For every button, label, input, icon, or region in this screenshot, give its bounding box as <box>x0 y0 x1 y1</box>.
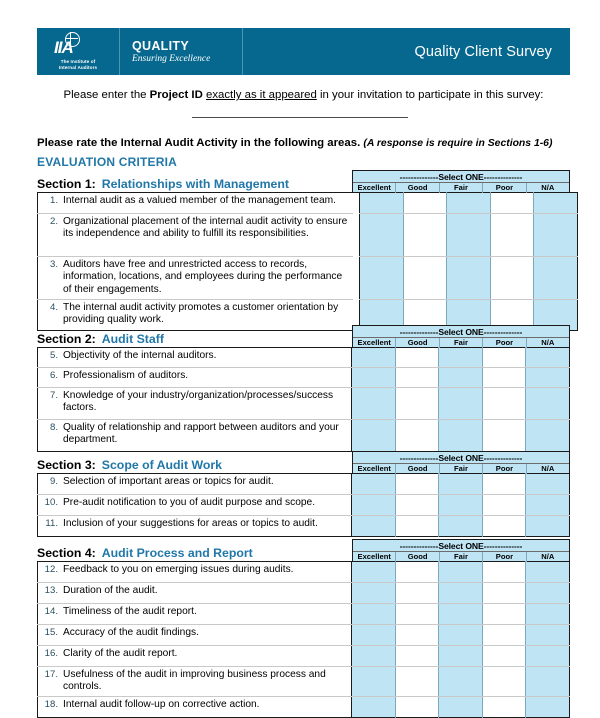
question-cell <box>38 625 352 646</box>
column-header-n-a: N/A <box>526 464 569 474</box>
section-title <box>37 546 253 560</box>
question-text: Pre-audit notification to you of audit purpose and scope. <box>63 497 316 508</box>
answer-cell-n-a[interactable] <box>526 495 570 516</box>
quality-title: QUALITY <box>132 38 189 53</box>
answer-cell-good[interactable] <box>395 583 439 604</box>
evaluation-criteria-heading: EVALUATION CRITERIA <box>37 155 178 169</box>
question-text: Knowledge of your industry/organization/processes/success factors. <box>63 390 334 414</box>
question-row <box>38 420 570 452</box>
project-id-emphasis: exactly as it appeared <box>206 89 317 101</box>
question-row <box>38 495 570 516</box>
question-cell <box>38 495 352 516</box>
answer-cell-excellent[interactable] <box>352 625 396 646</box>
scale-column-headers <box>353 337 569 348</box>
answer-cell-good[interactable] <box>395 625 439 646</box>
section-header <box>37 539 570 561</box>
question-row <box>38 646 570 667</box>
section-block-3 <box>37 451 570 537</box>
column-header-poor: Poor <box>482 464 525 474</box>
section-title <box>37 332 164 346</box>
answer-cell-n-a[interactable] <box>526 667 570 697</box>
answer-cell-excellent[interactable] <box>352 420 396 452</box>
answer-cell-n-a[interactable] <box>526 474 570 495</box>
project-id-instruction <box>37 88 570 103</box>
column-header-good: Good <box>395 464 438 474</box>
column-header-excellent: Excellent <box>357 552 391 561</box>
question-text: Selection of important areas or topics for audit. <box>63 476 274 487</box>
answer-cell-excellent[interactable] <box>352 583 396 604</box>
iia-logo-mark <box>48 32 108 58</box>
question-row <box>38 516 570 537</box>
answer-cell-poor[interactable] <box>482 646 526 667</box>
rating-instruction <box>37 136 552 151</box>
column-header-poor: Poor <box>482 552 525 562</box>
quality-subtitle: Ensuring Excellence <box>132 53 211 64</box>
question-cell <box>38 193 354 214</box>
question-cell <box>38 604 352 625</box>
section-block-2 <box>37 325 570 452</box>
answer-cell-poor[interactable] <box>482 388 526 420</box>
section-header <box>37 170 570 192</box>
select-one-label: --------------Select ONE-------------- <box>399 171 523 182</box>
column-header-fair: Fair <box>439 552 482 562</box>
question-row <box>38 562 570 583</box>
answer-cell-good[interactable] <box>395 474 439 495</box>
answer-cell-n-a[interactable] <box>534 214 578 257</box>
question-text: Usefulness of the audit in improving business process and controls. <box>63 669 326 693</box>
answer-cell-poor[interactable] <box>482 348 526 368</box>
question-row <box>38 257 578 300</box>
answer-cell-n-a[interactable] <box>526 420 570 452</box>
answer-cell-good[interactable] <box>395 495 439 516</box>
question-text: Professionalism of auditors. <box>63 370 189 381</box>
answer-cell-poor[interactable] <box>482 604 526 625</box>
answer-cell-poor[interactable] <box>490 214 534 257</box>
column-header-poor: Poor <box>482 183 525 193</box>
question-cell <box>38 667 352 697</box>
question-row <box>38 583 570 604</box>
answer-cell-n-a[interactable] <box>526 646 570 667</box>
answer-cell-good[interactable] <box>395 420 439 452</box>
answer-cell-good[interactable] <box>403 257 447 300</box>
column-header-fair: Fair <box>439 338 482 348</box>
answer-cell-fair[interactable] <box>439 474 483 495</box>
scale-header <box>352 170 570 192</box>
question-cell <box>38 368 352 388</box>
page-title: Quality Client Survey <box>414 43 552 60</box>
section-number: Section 2: <box>37 332 96 346</box>
answer-cell-poor[interactable] <box>482 420 526 452</box>
question-number: 15. <box>44 627 58 638</box>
question-cell <box>38 388 352 420</box>
section-block-4 <box>37 539 570 718</box>
question-table <box>37 561 570 718</box>
question-number: 18. <box>44 698 58 710</box>
answer-cell-fair[interactable] <box>439 388 483 420</box>
project-id-input[interactable] <box>192 117 408 118</box>
answer-cell-poor[interactable] <box>482 516 526 537</box>
answer-cell-fair[interactable] <box>439 696 483 717</box>
select-one-label: --------------Select ONE-------------- <box>399 326 523 337</box>
answer-cell-n-a[interactable] <box>526 348 570 368</box>
answer-cell-fair[interactable] <box>439 604 483 625</box>
section-number: Section 3: <box>37 458 96 472</box>
answer-cell-poor[interactable] <box>482 368 526 388</box>
question-text: Duration of the audit. <box>63 585 158 596</box>
question-text: Internal audit follow-up on corrective action. <box>63 698 260 710</box>
answer-cell-good[interactable] <box>395 604 439 625</box>
question-row <box>38 604 570 625</box>
answer-cell-poor[interactable] <box>482 562 526 583</box>
section-number: Section 1: <box>37 177 96 191</box>
question-row <box>38 193 578 214</box>
answer-cell-fair[interactable] <box>447 193 491 214</box>
question-text: Auditors have free and unrestricted access to records, information, locations, and employees during the performance of their engagements. <box>63 259 343 295</box>
answer-cell-fair[interactable] <box>439 583 483 604</box>
answer-cell-good[interactable] <box>403 214 447 257</box>
section-name: Relationships with Management <box>101 177 289 191</box>
question-number: 6. <box>49 370 58 381</box>
question-text: Accuracy of the audit findings. <box>63 627 199 638</box>
column-header-n-a: N/A <box>526 552 569 562</box>
section-name: Scope of Audit Work <box>101 458 223 472</box>
section-title <box>37 177 289 191</box>
answer-cell-good[interactable] <box>395 348 439 368</box>
question-number: 12. <box>44 564 58 575</box>
answer-cell-n-a[interactable] <box>526 604 570 625</box>
answer-cell-n-a[interactable] <box>534 193 578 214</box>
iia-logo-letters: IIA <box>54 38 73 58</box>
answer-cell-poor[interactable] <box>482 667 526 697</box>
answer-cell-n-a[interactable] <box>526 562 570 583</box>
question-cell <box>38 257 354 300</box>
answer-cell-excellent[interactable] <box>360 257 404 300</box>
answer-cell-excellent[interactable] <box>352 667 396 697</box>
question-text: Timeliness of the audit report. <box>63 606 197 617</box>
question-cell <box>38 348 352 368</box>
question-row <box>38 214 578 257</box>
question-text: Feedback to you on emerging issues during audits. <box>63 564 294 575</box>
select-one-label: --------------Select ONE-------------- <box>399 540 523 551</box>
answer-cell-fair[interactable] <box>439 348 483 368</box>
answer-cell-fair[interactable] <box>439 646 483 667</box>
select-one-label: --------------Select ONE-------------- <box>399 452 523 463</box>
rating-instruction-note: (A response is require in Sections 1-6) <box>363 138 553 149</box>
answer-cell-excellent[interactable] <box>360 214 404 257</box>
scale-column-headers <box>353 551 569 562</box>
question-cell <box>38 516 352 537</box>
section-number: Section 4: <box>37 546 96 560</box>
answer-cell-fair[interactable] <box>439 562 483 583</box>
answer-cell-n-a[interactable] <box>526 696 570 717</box>
question-cell <box>38 420 352 452</box>
question-number: 14. <box>44 606 58 617</box>
answer-cell-n-a[interactable] <box>526 368 570 388</box>
question-number: 11. <box>45 518 58 529</box>
question-row <box>38 625 570 646</box>
column-header-excellent: Excellent <box>357 338 391 347</box>
column-header-fair: Fair <box>439 464 482 474</box>
answer-cell-fair[interactable] <box>439 368 483 388</box>
section-header <box>37 325 570 347</box>
answer-cell-excellent[interactable] <box>352 516 396 537</box>
scale-column-headers <box>353 463 569 474</box>
answer-cell-good[interactable] <box>395 516 439 537</box>
iia-tagline-line2: Internal Auditors <box>58 65 98 70</box>
question-number: 7. <box>49 390 58 401</box>
answer-cell-excellent[interactable] <box>352 388 396 420</box>
question-row <box>38 348 570 368</box>
answer-cell-poor[interactable] <box>482 583 526 604</box>
question-number: 13. <box>44 585 58 596</box>
answer-cell-good[interactable] <box>395 368 439 388</box>
scale-header <box>352 325 570 347</box>
question-row <box>38 388 570 420</box>
question-number: 3. <box>49 259 58 270</box>
column-header-excellent: Excellent <box>357 183 391 192</box>
question-row <box>38 368 570 388</box>
project-instruction-part2: in your invitation to participate in this survey: <box>316 89 544 101</box>
question-text: Quality of relationship and rapport between auditors and your department. <box>63 422 339 446</box>
answer-cell-good[interactable] <box>395 667 439 697</box>
scale-header <box>352 539 570 561</box>
question-row <box>38 696 570 717</box>
question-table <box>37 347 570 452</box>
question-cell <box>38 214 354 257</box>
answer-cell-n-a[interactable] <box>526 625 570 646</box>
question-cell <box>38 562 352 583</box>
question-table <box>37 192 578 331</box>
answer-cell-excellent[interactable] <box>352 348 396 368</box>
column-header-n-a: N/A <box>526 338 569 348</box>
iia-tagline-line1: The Institute of <box>60 59 96 65</box>
project-instruction-part1: Please enter the <box>63 89 150 101</box>
column-header-n-a: N/A <box>526 183 569 193</box>
question-number: 1. <box>49 195 58 206</box>
column-header-good: Good <box>395 338 438 348</box>
answer-cell-fair[interactable] <box>447 214 491 257</box>
column-header-excellent: Excellent <box>357 464 391 473</box>
answer-cell-poor[interactable] <box>482 625 526 646</box>
answer-cell-excellent[interactable] <box>352 562 396 583</box>
answer-cell-poor[interactable] <box>482 696 526 717</box>
quality-brand <box>120 28 243 75</box>
section-block-1 <box>37 170 570 331</box>
scale-column-headers <box>353 182 569 193</box>
section-title <box>37 458 222 472</box>
answer-cell-good[interactable] <box>395 696 439 717</box>
question-table <box>37 473 570 537</box>
section-header <box>37 451 570 473</box>
answer-cell-excellent[interactable] <box>352 646 396 667</box>
answer-cell-n-a[interactable] <box>534 257 578 300</box>
answer-cell-good[interactable] <box>395 646 439 667</box>
survey-title-container <box>243 28 570 75</box>
iia-logo-tagline <box>59 59 97 70</box>
question-text: The internal audit activity promotes a customer orientation by providing quality work. <box>63 302 339 326</box>
question-cell <box>38 474 352 495</box>
column-header-fair: Fair <box>439 183 482 193</box>
question-number: 8. <box>49 422 58 433</box>
project-id-label: Project ID <box>149 89 203 101</box>
column-header-poor: Poor <box>482 338 525 348</box>
column-header-good: Good <box>395 552 438 562</box>
rating-instruction-text: Please rate the Internal Audit Activity in the following areas. <box>37 137 361 149</box>
answer-cell-excellent[interactable] <box>352 368 396 388</box>
question-number: 5. <box>49 350 58 361</box>
question-text: Clarity of the audit report. <box>63 648 178 659</box>
answer-cell-excellent[interactable] <box>352 696 396 717</box>
section-name: Audit Process and Report <box>101 546 253 560</box>
answer-cell-poor[interactable] <box>482 495 526 516</box>
question-text: Internal audit as a valued member of the management team. <box>63 195 336 206</box>
scale-header <box>352 451 570 473</box>
question-cell <box>38 646 352 667</box>
answer-cell-n-a[interactable] <box>526 388 570 420</box>
answer-cell-excellent[interactable] <box>360 193 404 214</box>
question-row <box>38 667 570 697</box>
iia-logo <box>37 28 120 75</box>
question-text: Organizational placement of the internal audit activity to ensure its independence and ability to fulfill its responsibilities. <box>63 216 348 240</box>
answer-cell-fair[interactable] <box>439 516 483 537</box>
question-number: 9. <box>49 476 58 487</box>
column-header-good: Good <box>395 183 438 193</box>
answer-cell-poor[interactable] <box>490 257 534 300</box>
page-header-band <box>37 28 570 75</box>
question-number: 2. <box>49 216 58 227</box>
answer-cell-fair[interactable] <box>447 257 491 300</box>
answer-cell-good[interactable] <box>395 562 439 583</box>
question-text: Inclusion of your suggestions for areas or topics to audit. <box>63 518 318 529</box>
section-name: Audit Staff <box>101 332 164 346</box>
answer-cell-n-a[interactable] <box>526 516 570 537</box>
answer-cell-fair[interactable] <box>439 420 483 452</box>
question-cell <box>38 583 352 604</box>
question-number: 16. <box>44 648 58 659</box>
question-cell <box>38 696 352 717</box>
answer-cell-fair[interactable] <box>439 495 483 516</box>
answer-cell-good[interactable] <box>403 193 447 214</box>
question-number: 4. <box>49 302 58 313</box>
question-number: 10. <box>44 497 58 508</box>
answer-cell-excellent[interactable] <box>352 604 396 625</box>
answer-cell-excellent[interactable] <box>352 474 396 495</box>
answer-cell-excellent[interactable] <box>352 495 396 516</box>
answer-cell-fair[interactable] <box>439 667 483 697</box>
answer-cell-poor[interactable] <box>482 474 526 495</box>
question-number: 17. <box>44 669 58 680</box>
question-text: Objectivity of the internal auditors. <box>63 350 217 361</box>
answer-cell-good[interactable] <box>395 388 439 420</box>
answer-cell-poor[interactable] <box>490 193 534 214</box>
question-row <box>38 474 570 495</box>
answer-cell-n-a[interactable] <box>526 583 570 604</box>
answer-cell-fair[interactable] <box>439 625 483 646</box>
